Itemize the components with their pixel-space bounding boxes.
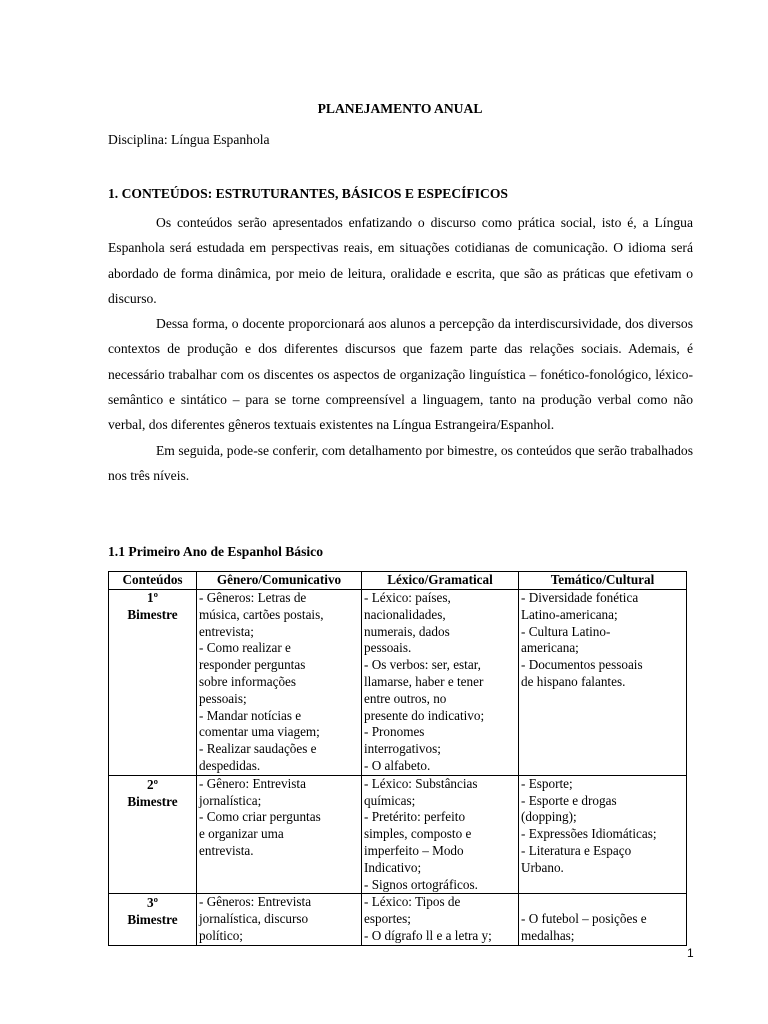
cell-line: imperfeito – Modo	[364, 842, 464, 858]
table-row	[109, 590, 687, 776]
table-header-row	[109, 572, 687, 590]
cell-line: pessoais;	[199, 690, 247, 706]
cell-line: político;	[199, 927, 243, 943]
cell-line: comentar uma viagem;	[199, 724, 320, 740]
cell-line: jornalística, discurso	[199, 911, 309, 927]
genero-cell	[197, 590, 362, 776]
cell-line: - Realizar saudações e	[199, 741, 317, 757]
cell-line: simples, composto e	[364, 826, 472, 842]
cell-line: (dopping);	[521, 809, 577, 825]
cell-line: llamarse, haber e tener	[364, 673, 484, 689]
cell-line: - Signos ortográficos.	[364, 876, 478, 892]
page-title: PLANEJAMENTO ANUAL	[317, 101, 483, 116]
cell-line: - Cultura Latino-	[521, 623, 611, 639]
bimestre-cell	[109, 775, 197, 894]
cell-line: químicas;	[364, 792, 416, 808]
bimestre-number: 3º	[147, 895, 158, 911]
bimestre-label: Bimestre	[127, 793, 178, 809]
paragraph: Dessa forma, o docente proporcionará aos alunos a percepção da interdiscursividade, dos diversos contextos de produção e dos diferentes discursos que fazem parte das relações sociais. Ademais, é necessário trabalhar com os discentes os aspectos de organização linguística – fonético-fonológico, léxico-semântico e sintático – para se torne compreensível a linguagem, tanto na produção verbal como não verbal, dos diferentes gêneros textuais existentes na Língua Estrangeira/Espanhol.	[108, 316, 693, 433]
table-row	[109, 775, 687, 894]
cell-line: - Literatura e Espaço	[521, 842, 632, 858]
cell-line: despedidas.	[199, 757, 261, 773]
cell-line: - O futebol – posições e	[521, 911, 647, 927]
bimestre-cell	[109, 894, 197, 946]
table-header: Gênero/Comunicativo	[197, 572, 362, 590]
cell-line: numerais, dados	[364, 623, 450, 639]
cell-line: - Gêneros: Entrevista	[199, 894, 312, 910]
cell-line: e organizar uma	[199, 826, 284, 842]
cell-line: - Pretérito: perfeito	[364, 809, 466, 825]
cell-line: Urbano.	[521, 859, 564, 875]
cell-line: Latino-americana;	[521, 606, 618, 622]
cell-line: - O alfabeto.	[364, 757, 431, 773]
cell-line: nacionalidades,	[364, 606, 446, 622]
tematico-cell	[519, 775, 687, 894]
lexico-cell	[362, 894, 519, 946]
cell-line: jornalística;	[199, 792, 262, 808]
cell-line: pessoais.	[364, 640, 412, 656]
cell-line: - Gêneros: Letras de	[199, 590, 307, 605]
cell-line: - Léxico: países,	[364, 590, 451, 605]
cell-line: - Documentos pessoais	[521, 657, 643, 673]
cell-line: interrogativos;	[364, 741, 441, 757]
tematico-cell	[519, 590, 687, 776]
section-heading: 1. CONTEÚDOS: ESTRUTURANTES, BÁSICOS E ESPECÍFICOS	[108, 186, 508, 201]
cell-line: de hispano falantes.	[521, 673, 626, 689]
discipline-line: Disciplina: Língua Espanhola	[108, 132, 270, 147]
cell-line: americana;	[521, 640, 579, 656]
bimestre-label: Bimestre	[127, 912, 178, 928]
cell-line: entre outros, no	[364, 690, 447, 706]
table-header: Conteúdos	[109, 572, 197, 590]
cell-line: - Expressões Idiomáticas;	[521, 826, 657, 842]
lexico-cell	[362, 775, 519, 894]
bimestre-number: 2º	[147, 776, 158, 792]
lexico-cell	[362, 590, 519, 776]
cell-line: medalhas;	[521, 928, 575, 944]
table-header: Temático/Cultural	[519, 572, 687, 590]
cell-line: - Pronomes	[364, 724, 425, 740]
bimestre-number: 1º	[147, 590, 158, 605]
cell-line: música, cartões postais,	[199, 606, 324, 622]
genero-cell	[197, 894, 362, 946]
bimestre-label: Bimestre	[127, 606, 178, 622]
cell-line: - O dígrafo ll e a letra y;	[364, 927, 492, 943]
cell-line: - Diversidade fonética	[521, 590, 639, 605]
paragraph: Os conteúdos serão apresentados enfatizando o discurso como prática social, isto é, a Língua Espanhola será estudada em perspectivas reais, em situações cotidianas de comunicação. O idioma será abordado de forma dinâmica, por meio de leitura, oralidade e escrita, que são as práticas que efetivam o discurso.	[108, 215, 693, 306]
cell-line: - Léxico: Substâncias	[364, 775, 478, 791]
cell-line: Indicativo;	[364, 859, 422, 875]
cell-line: - Léxico: Tipos de	[364, 894, 461, 910]
content-table	[108, 571, 687, 946]
paragraph: Em seguida, pode-se conferir, com detalhamento por bimestre, os conteúdos que serão trabalhados nos três níveis.	[108, 442, 693, 483]
cell-line: entrevista.	[199, 842, 254, 858]
table-header: Léxico/Gramatical	[362, 572, 519, 590]
page-number: 1	[687, 946, 694, 960]
cell-line: sobre informações	[199, 673, 297, 689]
cell-line: entrevista;	[199, 623, 254, 639]
table-row	[109, 894, 687, 946]
cell-line: - Esporte;	[521, 775, 573, 791]
cell-line: - Gênero: Entrevista	[199, 775, 306, 791]
bimestre-cell	[109, 590, 197, 776]
cell-line: - Esporte e drogas	[521, 792, 617, 808]
cell-line: - Como realizar e	[199, 640, 291, 656]
tematico-cell	[519, 894, 687, 946]
cell-line: - Os verbos: ser, estar,	[364, 657, 481, 673]
subsection-heading: 1.1 Primeiro Ano de Espanhol Básico	[108, 544, 324, 559]
cell-line: - Mandar notícias e	[199, 707, 302, 723]
genero-cell	[197, 775, 362, 894]
cell-line: responder perguntas	[199, 657, 306, 673]
cell-line: esportes;	[364, 911, 411, 927]
cell-line: presente do indicativo;	[364, 707, 485, 723]
cell-line: - Como criar perguntas	[199, 809, 321, 825]
body-text	[108, 210, 693, 488]
